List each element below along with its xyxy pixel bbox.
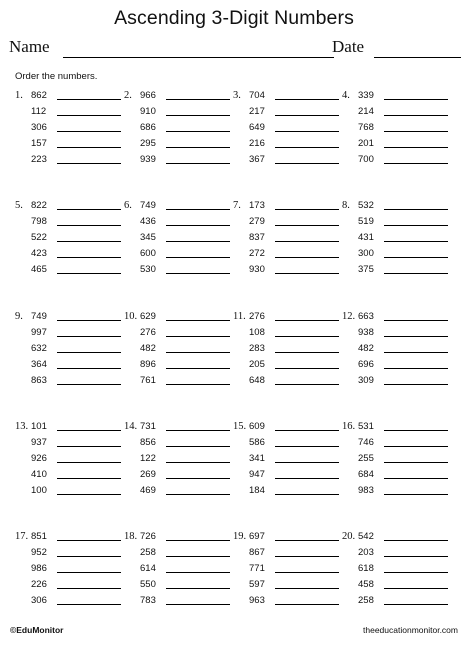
number-value: 122 xyxy=(140,453,156,464)
number-value: 531 xyxy=(358,421,374,432)
answer-line[interactable] xyxy=(166,131,230,132)
answer-line[interactable] xyxy=(166,241,230,242)
number-value: 614 xyxy=(140,563,156,574)
answer-line[interactable] xyxy=(57,556,121,557)
number-value: 482 xyxy=(140,343,156,354)
problem-block xyxy=(233,200,345,280)
number-value: 761 xyxy=(140,375,156,386)
number-value: 749 xyxy=(140,200,156,211)
answer-line[interactable] xyxy=(384,352,448,353)
number-value: 597 xyxy=(249,579,265,590)
answer-line[interactable] xyxy=(275,446,339,447)
answer-line[interactable] xyxy=(275,320,339,321)
problem-number: 5. xyxy=(15,200,23,211)
problem-number: 1. xyxy=(15,90,23,101)
number-value: 431 xyxy=(358,232,374,243)
answer-line[interactable] xyxy=(275,572,339,573)
problem-number: 11. xyxy=(233,311,246,322)
number-value: 306 xyxy=(31,595,47,606)
number-value: 532 xyxy=(358,200,374,211)
answer-line[interactable] xyxy=(275,478,339,479)
answer-line[interactable] xyxy=(166,588,230,589)
answer-line[interactable] xyxy=(384,446,448,447)
answer-line[interactable] xyxy=(275,462,339,463)
number-value: 550 xyxy=(140,579,156,590)
answer-line[interactable] xyxy=(166,147,230,148)
number-value: 863 xyxy=(31,375,47,386)
answer-line[interactable] xyxy=(57,572,121,573)
answer-line[interactable] xyxy=(57,430,121,431)
problem-block xyxy=(124,531,236,611)
answer-line[interactable] xyxy=(275,147,339,148)
answer-line[interactable] xyxy=(166,494,230,495)
problem-number: 20. xyxy=(342,531,356,542)
number-value: 201 xyxy=(358,138,374,149)
number-value: 345 xyxy=(140,232,156,243)
answer-line[interactable] xyxy=(384,147,448,148)
number-value: 217 xyxy=(249,106,265,117)
number-value: 367 xyxy=(249,154,265,165)
answer-line[interactable] xyxy=(384,225,448,226)
answer-line[interactable] xyxy=(275,588,339,589)
answer-line[interactable] xyxy=(166,209,230,210)
number-value: 926 xyxy=(31,453,47,464)
number-value: 963 xyxy=(249,595,265,606)
number-value: 436 xyxy=(140,216,156,227)
number-value: 983 xyxy=(358,485,374,496)
answer-line[interactable] xyxy=(384,478,448,479)
number-value: 519 xyxy=(358,216,374,227)
problem-block xyxy=(342,421,454,501)
problem-block xyxy=(124,311,236,391)
number-value: 997 xyxy=(31,327,47,338)
number-value: 112 xyxy=(31,106,47,117)
name-label: Name xyxy=(9,37,50,56)
number-value: 910 xyxy=(140,106,156,117)
problem-number: 14. xyxy=(124,421,138,432)
answer-line[interactable] xyxy=(57,446,121,447)
number-value: 586 xyxy=(249,437,265,448)
number-value: 749 xyxy=(31,311,47,322)
number-value: 458 xyxy=(358,579,374,590)
answer-line[interactable] xyxy=(166,604,230,605)
answer-line[interactable] xyxy=(57,462,121,463)
answer-line[interactable] xyxy=(57,352,121,353)
answer-line[interactable] xyxy=(166,273,230,274)
answer-line[interactable] xyxy=(57,99,121,100)
problem-block xyxy=(342,311,454,391)
number-value: 410 xyxy=(31,469,47,480)
answer-line[interactable] xyxy=(275,115,339,116)
answer-line[interactable] xyxy=(384,604,448,605)
number-value: 223 xyxy=(31,154,47,165)
answer-line[interactable] xyxy=(384,99,448,100)
number-value: 542 xyxy=(358,531,374,542)
answer-line[interactable] xyxy=(166,225,230,226)
worksheet-title: Ascending 3-Digit Numbers xyxy=(114,7,354,29)
answer-line[interactable] xyxy=(57,540,121,541)
number-value: 276 xyxy=(249,311,265,322)
number-value: 851 xyxy=(31,531,47,542)
answer-line[interactable] xyxy=(166,478,230,479)
number-value: 173 xyxy=(249,200,265,211)
number-value: 938 xyxy=(358,327,374,338)
instruction-text: Order the numbers. xyxy=(15,71,98,82)
number-value: 867 xyxy=(249,547,265,558)
problem-number: 18. xyxy=(124,531,138,542)
number-value: 341 xyxy=(249,453,265,464)
number-value: 696 xyxy=(358,359,374,370)
answer-line[interactable] xyxy=(384,462,448,463)
answer-line[interactable] xyxy=(57,273,121,274)
number-value: 896 xyxy=(140,359,156,370)
number-value: 609 xyxy=(249,421,265,432)
answer-line[interactable] xyxy=(384,115,448,116)
answer-line[interactable] xyxy=(166,368,230,369)
answer-line[interactable] xyxy=(166,556,230,557)
number-value: 798 xyxy=(31,216,47,227)
problem-block xyxy=(15,311,127,391)
number-value: 364 xyxy=(31,359,47,370)
number-value: 309 xyxy=(358,375,374,386)
number-value: 101 xyxy=(31,421,47,432)
answer-line[interactable] xyxy=(275,604,339,605)
number-value: 726 xyxy=(140,531,156,542)
answer-line[interactable] xyxy=(275,257,339,258)
problem-number: 2. xyxy=(124,90,132,101)
answer-line[interactable] xyxy=(384,320,448,321)
answer-line[interactable] xyxy=(166,336,230,337)
number-value: 649 xyxy=(249,122,265,133)
answer-line[interactable] xyxy=(384,430,448,431)
answer-line[interactable] xyxy=(275,225,339,226)
answer-line[interactable] xyxy=(384,556,448,557)
answer-line[interactable] xyxy=(384,336,448,337)
number-value: 768 xyxy=(358,122,374,133)
number-value: 205 xyxy=(249,359,265,370)
answer-line[interactable] xyxy=(275,384,339,385)
date-label: Date xyxy=(332,37,365,56)
answer-line[interactable] xyxy=(275,352,339,353)
problem-block xyxy=(342,200,454,280)
number-value: 731 xyxy=(140,421,156,432)
answer-line[interactable] xyxy=(57,588,121,589)
number-value: 216 xyxy=(249,138,265,149)
problem-block xyxy=(233,90,345,170)
number-value: 203 xyxy=(358,547,374,558)
answer-line[interactable] xyxy=(384,494,448,495)
number-value: 300 xyxy=(358,248,374,259)
number-value: 952 xyxy=(31,547,47,558)
answer-line[interactable] xyxy=(384,131,448,132)
answer-line[interactable] xyxy=(57,131,121,132)
answer-line[interactable] xyxy=(275,209,339,210)
answer-line[interactable] xyxy=(166,99,230,100)
answer-line[interactable] xyxy=(384,588,448,589)
number-value: 226 xyxy=(31,579,47,590)
number-value: 423 xyxy=(31,248,47,259)
number-value: 966 xyxy=(140,90,156,101)
number-value: 272 xyxy=(249,248,265,259)
answer-line[interactable] xyxy=(57,257,121,258)
number-value: 339 xyxy=(358,90,374,101)
problem-block xyxy=(124,90,236,170)
problem-block xyxy=(233,531,345,611)
number-value: 700 xyxy=(358,154,374,165)
answer-line[interactable] xyxy=(57,320,121,321)
answer-line[interactable] xyxy=(384,241,448,242)
answer-line[interactable] xyxy=(166,572,230,573)
number-value: 862 xyxy=(31,90,47,101)
number-value: 108 xyxy=(249,327,265,338)
problem-number: 15. xyxy=(233,421,247,432)
problem-number: 13. xyxy=(15,421,29,432)
answer-line[interactable] xyxy=(57,336,121,337)
number-value: 258 xyxy=(140,547,156,558)
number-value: 522 xyxy=(31,232,47,243)
number-value: 214 xyxy=(358,106,374,117)
website-text: theeducationmonitor.com xyxy=(363,625,458,635)
answer-line[interactable] xyxy=(166,384,230,385)
answer-line[interactable] xyxy=(166,163,230,164)
number-value: 986 xyxy=(31,563,47,574)
answer-line[interactable] xyxy=(384,163,448,164)
answer-line[interactable] xyxy=(275,273,339,274)
answer-line[interactable] xyxy=(275,163,339,164)
answer-line[interactable] xyxy=(384,273,448,274)
answer-line[interactable] xyxy=(166,320,230,321)
number-value: 684 xyxy=(358,469,374,480)
problem-number: 4. xyxy=(342,90,350,101)
answer-line[interactable] xyxy=(166,115,230,116)
answer-line[interactable] xyxy=(57,115,121,116)
answer-line[interactable] xyxy=(57,209,121,210)
answer-line[interactable] xyxy=(166,352,230,353)
answer-line[interactable] xyxy=(275,241,339,242)
number-value: 276 xyxy=(140,327,156,338)
answer-line[interactable] xyxy=(384,572,448,573)
answer-line[interactable] xyxy=(57,147,121,148)
number-value: 837 xyxy=(249,232,265,243)
number-value: 856 xyxy=(140,437,156,448)
problem-number: 16. xyxy=(342,421,356,432)
answer-line[interactable] xyxy=(57,478,121,479)
problem-number: 3. xyxy=(233,90,241,101)
number-value: 822 xyxy=(31,200,47,211)
answer-line[interactable] xyxy=(166,462,230,463)
answer-line[interactable] xyxy=(166,430,230,431)
number-value: 704 xyxy=(249,90,265,101)
problem-number: 19. xyxy=(233,531,247,542)
answer-line[interactable] xyxy=(275,540,339,541)
number-value: 269 xyxy=(140,469,156,480)
number-value: 629 xyxy=(140,311,156,322)
problem-number: 9. xyxy=(15,311,23,322)
number-value: 465 xyxy=(31,264,47,275)
answer-line[interactable] xyxy=(384,257,448,258)
number-value: 600 xyxy=(140,248,156,259)
problem-number: 7. xyxy=(233,200,241,211)
number-value: 295 xyxy=(140,138,156,149)
number-value: 686 xyxy=(140,122,156,133)
answer-line[interactable] xyxy=(275,430,339,431)
answer-line[interactable] xyxy=(57,384,121,385)
number-value: 937 xyxy=(31,437,47,448)
answer-line[interactable] xyxy=(275,368,339,369)
problem-block xyxy=(342,531,454,611)
answer-line[interactable] xyxy=(57,494,121,495)
number-value: 746 xyxy=(358,437,374,448)
number-value: 255 xyxy=(358,453,374,464)
number-value: 618 xyxy=(358,563,374,574)
answer-line[interactable] xyxy=(384,368,448,369)
problem-number: 17. xyxy=(15,531,29,542)
number-value: 184 xyxy=(249,485,265,496)
problem-block xyxy=(15,200,127,280)
answer-line[interactable] xyxy=(384,540,448,541)
answer-line[interactable] xyxy=(384,384,448,385)
copyright-text: ©EduMonitor xyxy=(10,625,64,635)
answer-line[interactable] xyxy=(57,225,121,226)
problem-block xyxy=(342,90,454,170)
answer-line[interactable] xyxy=(384,209,448,210)
number-value: 157 xyxy=(31,138,47,149)
number-value: 530 xyxy=(140,264,156,275)
problem-block xyxy=(15,531,127,611)
number-value: 947 xyxy=(249,469,265,480)
problem-number: 6. xyxy=(124,200,132,211)
number-value: 697 xyxy=(249,531,265,542)
problem-block xyxy=(233,421,345,501)
number-value: 258 xyxy=(358,595,374,606)
answer-line[interactable] xyxy=(275,131,339,132)
problem-number: 10. xyxy=(124,311,138,322)
answer-line[interactable] xyxy=(166,540,230,541)
problem-number: 8. xyxy=(342,200,350,211)
number-value: 100 xyxy=(31,485,47,496)
answer-line[interactable] xyxy=(57,604,121,605)
number-value: 632 xyxy=(31,343,47,354)
answer-line[interactable] xyxy=(275,556,339,557)
problem-block xyxy=(15,90,127,170)
number-value: 469 xyxy=(140,485,156,496)
number-value: 783 xyxy=(140,595,156,606)
number-value: 279 xyxy=(249,216,265,227)
answer-line[interactable] xyxy=(166,257,230,258)
number-value: 375 xyxy=(358,264,374,275)
number-value: 663 xyxy=(358,311,374,322)
answer-line[interactable] xyxy=(57,368,121,369)
answer-line[interactable] xyxy=(166,446,230,447)
problem-block xyxy=(124,421,236,501)
answer-line[interactable] xyxy=(275,494,339,495)
problem-block xyxy=(15,421,127,501)
answer-line[interactable] xyxy=(57,163,121,164)
problem-block xyxy=(124,200,236,280)
number-value: 930 xyxy=(249,264,265,275)
answer-line[interactable] xyxy=(275,99,339,100)
problem-block xyxy=(233,311,345,391)
number-value: 771 xyxy=(249,563,265,574)
number-value: 306 xyxy=(31,122,47,133)
number-value: 482 xyxy=(358,343,374,354)
problem-number: 12. xyxy=(342,311,356,322)
number-value: 283 xyxy=(249,343,265,354)
number-value: 939 xyxy=(140,154,156,165)
answer-line[interactable] xyxy=(275,336,339,337)
number-value: 648 xyxy=(249,375,265,386)
answer-line[interactable] xyxy=(57,241,121,242)
